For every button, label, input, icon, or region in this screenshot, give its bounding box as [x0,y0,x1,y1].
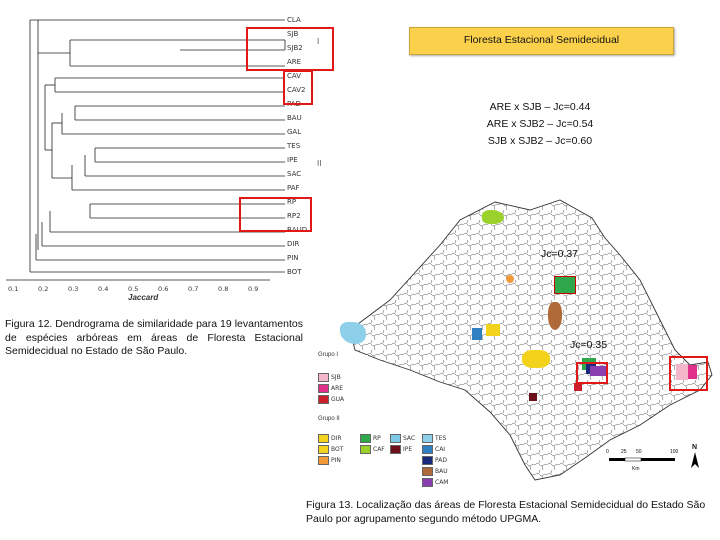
area-pin [506,275,514,283]
leaf-label: CAV [287,72,302,80]
highlight-box-rp [239,197,312,232]
legend-swatch [318,395,329,404]
legend-swatch [318,456,329,465]
north-label: N [692,444,698,451]
leaf-label: CLA [287,16,301,24]
group-label-I: I [317,37,320,46]
leaf-label: TES [287,142,301,150]
legend-item: RP [360,434,381,443]
similarity-line: SJB x SJB2 – Jc=0.60 [487,135,593,147]
axis-tick: 0.3 [68,285,79,293]
area-ipe [486,324,500,336]
axis-tick: 0.7 [188,285,199,293]
scale-bar [608,456,678,464]
legend-swatch [318,384,329,393]
legend-swatch [318,373,329,382]
area-ipe-dark [529,393,537,401]
leaf-label: SJB2 [287,44,303,52]
jc-label-2: Jc=0.35 [570,339,608,351]
highlight-box-sjb [246,27,334,71]
highlight-box-map-east [669,356,708,391]
area-dir [522,350,550,368]
leaf-label: BOT [287,268,302,276]
group-label-II: II [317,159,322,168]
sao-paulo-map [318,190,720,490]
axis-tick: 0.6 [158,285,169,293]
legend-swatch [318,434,329,443]
legend-swatch [390,434,401,443]
scale-tick: 25 [621,449,627,455]
leaf-label: RP [287,198,297,206]
legend-group2-title: Grupo II [318,416,340,422]
legend-item: CAM [422,478,448,487]
legend-item: IPE [390,445,412,454]
legend-swatch [360,445,371,454]
area-caf [482,210,504,224]
area-rp [554,276,576,294]
axis-tick: 0.8 [218,285,229,293]
legend-swatch [318,445,329,454]
leaf-label: PAF [287,184,300,192]
legend-item: PIN [318,456,341,465]
north-arrow-icon [690,452,700,470]
figure-12-caption: Figura 12. Dendrograma de similaridade para 19 levantamentos de espécies arbóreas em áreas de Floresta Estacional Semidecidual no Estado de São Paulo. [5,318,303,357]
leaf-label: ARE [287,58,302,66]
axis-tick: 0.2 [38,285,49,293]
scale-tick: 100 [670,449,679,455]
legend-item: PAD [422,456,447,465]
jc-label-1: Jc=0.37 [541,248,579,260]
state-outline [330,190,720,490]
legend-swatch [422,445,433,454]
leaf-label: PAD [287,100,301,108]
title-box: Floresta Estacional Semidecidual [409,27,674,55]
leaf-label: PIN [287,254,299,262]
leaf-label: GAL [287,128,302,136]
leaf-label: BAUD [287,226,308,234]
scale-unit: Km [632,466,640,472]
leaf-label: RP2 [287,212,301,220]
legend-item: ARE [318,384,343,393]
axis-tick: 0.5 [128,285,139,293]
legend-item: GUA [318,395,344,404]
axis-tick: 0.9 [248,285,259,293]
legend-item: SJB [318,373,341,382]
highlight-box-cav [283,70,313,105]
similarity-line: ARE x SJB2 – Jc=0.54 [486,118,594,130]
leaf-label: DIR [287,240,300,248]
legend-item: DIR [318,434,342,443]
leaf-label: IPE [287,156,298,164]
legend-item: BAU [422,467,448,476]
legend-item: CAF [360,445,385,454]
leaf-label: CAV2 [287,86,306,94]
legend-item: CAI [422,445,445,454]
area-cai [472,328,482,340]
legend-swatch [422,456,433,465]
similarity-list [460,99,620,150]
legend-swatch [422,434,433,443]
highlight-box-map-center [576,362,608,384]
axis-label: Jaccard [128,293,159,302]
legend-swatch [390,445,401,454]
legend-item: SAC [390,434,415,443]
scale-tick: 50 [636,449,642,455]
legend-swatch [422,478,433,487]
legend-item: BOT [318,445,343,454]
scale-tick: 0 [606,449,609,455]
legend-item: TES [422,434,446,443]
legend-group1-title: Grupo I [318,352,339,358]
leaf-label: BAU [287,114,302,122]
legend-swatch [422,467,433,476]
figure-13-caption: Figura 13. Localização das áreas de Floresta Estacional Semidecidual do Estado São Paulo por agrupamento segundo método UPGMA. [306,499,706,525]
leaf-label: SAC [287,170,302,178]
area-gua [574,383,582,391]
legend-swatch [360,434,371,443]
leaf-label: SJB [287,30,299,38]
area-bau [548,302,562,330]
similarity-line: ARE x SJB – Jc=0.44 [489,101,591,113]
axis-tick: 0.4 [98,285,109,293]
axis-tick: 0.1 [8,285,19,293]
